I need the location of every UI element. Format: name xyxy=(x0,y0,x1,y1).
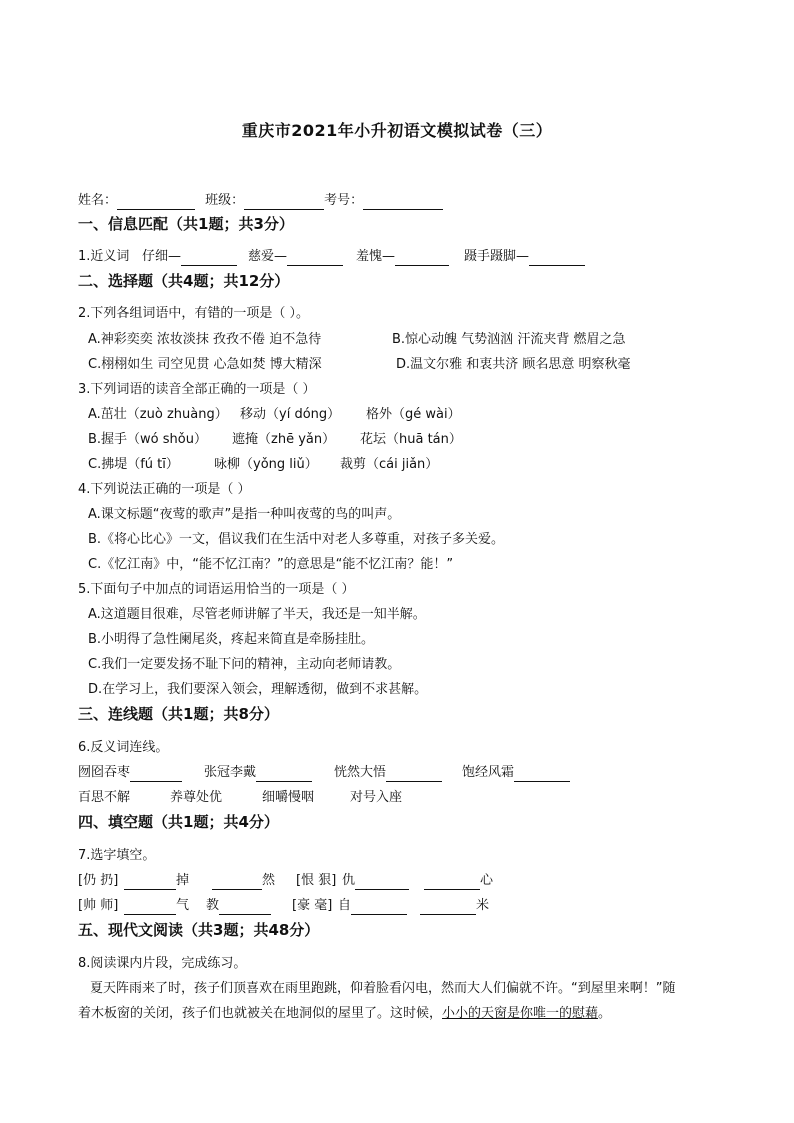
name-label: 姓名： xyxy=(78,193,118,208)
q6-word[interactable]: 百思不解 xyxy=(78,790,131,805)
section-heading-3: 三、连线题（共1题；共8分） xyxy=(78,705,279,723)
q1-item-1: 仔细— xyxy=(142,248,237,266)
q6-word[interactable]: 对号入座 xyxy=(350,790,403,805)
q3-option-b[interactable]: B.握手（wó shǒu） 遮掩（zhē yǎn） 花坛（huā tán） xyxy=(88,432,462,447)
q7-fill: 米 xyxy=(420,897,489,915)
q7-fill: 气 xyxy=(124,897,189,915)
page-title: 重庆市2021年小升初语文模拟试卷（三） xyxy=(241,121,553,140)
q1-item-3: 羞愧— xyxy=(356,248,449,266)
question-6-stem: 6.反义词连线。 xyxy=(78,740,169,755)
q7-blank[interactable] xyxy=(212,875,262,890)
q7-fill: 教 xyxy=(206,897,271,915)
question-2-stem: 2.下列各组词语中，有错的一项是（ ）。 xyxy=(78,306,310,321)
q7-fill: 掉 xyxy=(124,872,189,890)
section-heading-2: 二、选择题（共4题；共12分） xyxy=(78,272,290,290)
q7-blank[interactable] xyxy=(219,900,271,915)
q7-choice-group: [帅 师] xyxy=(78,898,119,913)
q1-item-4: 蹑手蹑脚— xyxy=(464,248,585,266)
q7-blank[interactable] xyxy=(355,875,409,890)
reading-passage-line-2: 着木板窗的关闭，孩子们也就被关在地洞似的屋里了。这时候，小小的天窗是你唯一的慰藉。 xyxy=(78,1006,612,1021)
q6-blank[interactable] xyxy=(514,767,570,782)
q6-blank[interactable] xyxy=(256,767,312,782)
q2-option-b[interactable]: B.惊心动魄 气势汹汹 汗流夹背 燃眉之急 xyxy=(392,332,626,347)
question-4-stem: 4.下列说法正确的一项是（ ） xyxy=(78,482,251,497)
q7-fill: 然 xyxy=(212,872,275,890)
q7-blank[interactable] xyxy=(351,900,407,915)
q7-fill: 仇 xyxy=(342,872,409,890)
q2-option-d[interactable]: D.温文尔雅 和衷共济 顾名思意 明察秋毫 xyxy=(396,357,631,372)
q4-option-c[interactable]: C.《忆江南》中，“能不忆江南？”的意思是“能不忆江南？能！” xyxy=(88,557,454,572)
number-field[interactable] xyxy=(363,195,443,210)
q6-blank[interactable] xyxy=(386,767,442,782)
q3-option-a[interactable]: A.茁壮（zuò zhuàng） 移动（yí dóng） 格外（gé wài） xyxy=(88,407,461,422)
underlined-sentence: 小小的天窗是你唯一的慰藉 xyxy=(442,1006,599,1021)
q1-item-2: 慈爱— xyxy=(248,248,343,266)
q1-blank-3[interactable] xyxy=(395,251,449,266)
question-8-stem: 8.阅读课内片段，完成练习。 xyxy=(78,956,247,971)
q5-option-d[interactable]: D.在学习上，我们要深入领会，理解透彻，做到不求甚解。 xyxy=(88,682,428,697)
q1-blank-4[interactable] xyxy=(529,251,585,266)
q7-blank[interactable] xyxy=(124,875,176,890)
q5-option-a[interactable]: A.这道题目很难，尽管老师讲解了半天，我还是一知半解。 xyxy=(88,607,426,622)
q7-blank[interactable] xyxy=(424,875,480,890)
q6-word: 恍然大悟 xyxy=(334,764,442,782)
q6-word: 囫囵吞枣 xyxy=(78,764,182,782)
section-heading-1: 一、信息匹配（共1题；共3分） xyxy=(78,215,294,233)
student-info-row xyxy=(78,192,443,210)
section-heading-4: 四、填空题（共1题；共4分） xyxy=(78,813,279,831)
q5-option-c[interactable]: C.我们一定要发扬不耻下问的精神，主动向老师请教。 xyxy=(88,657,401,672)
q4-option-b[interactable]: B.《将心比心》一文，倡议我们在生活中对老人多尊重，对孩子多关爱。 xyxy=(88,532,505,547)
question-5-stem: 5.下面句子中加点的词语运用恰当的一项是（ ） xyxy=(78,582,355,597)
class-label: 班级： xyxy=(205,193,245,208)
q6-word[interactable]: 细嚼慢咽 xyxy=(262,790,315,805)
question-1 xyxy=(78,248,530,266)
q6-word: 饱经风霜 xyxy=(462,764,570,782)
reading-passage-line-1: 夏天阵雨来了时，孩子们顶喜欢在雨里跑跳，仰着脸看闪电，然而大人们偏就不许。“到屋里来啊！”随 xyxy=(90,981,676,996)
q2-option-c[interactable]: C.栩栩如生 司空见贯 心急如焚 博大精深 xyxy=(88,357,322,372)
q7-blank[interactable] xyxy=(124,900,176,915)
q7-choice-group: [豪 毫] xyxy=(292,898,333,913)
q7-fill: 自 xyxy=(338,897,407,915)
number-label: 考号： xyxy=(324,193,364,208)
q3-option-c[interactable]: C.拂堤（fú tī） 咏柳（yǒng liǔ） 裁剪（cái jiǎn） xyxy=(88,457,439,472)
q1-blank-1[interactable] xyxy=(181,251,237,266)
name-field[interactable] xyxy=(117,195,195,210)
q7-choice-group: [恨 狠] xyxy=(296,873,337,888)
q7-choice-group: [仍 扔] xyxy=(78,873,119,888)
q2-option-a[interactable]: A.神彩奕奕 浓妆淡抹 孜孜不倦 迫不急待 xyxy=(88,332,322,347)
section-heading-5: 五、现代文阅读（共3题；共48分） xyxy=(78,921,320,939)
q7-blank[interactable] xyxy=(420,900,476,915)
question-1-label: 1.近义词 xyxy=(78,249,130,264)
question-7-stem: 7.选字填空。 xyxy=(78,848,156,863)
q7-fill: 心 xyxy=(424,872,493,890)
q6-word: 张冠李戴 xyxy=(204,764,312,782)
question-3-stem: 3.下列词语的读音全部正确的一项是（ ） xyxy=(78,382,316,397)
class-field[interactable] xyxy=(244,195,324,210)
q4-option-a[interactable]: A.课文标题“夜莺的歌声”是指一种叫夜莺的鸟的叫声。 xyxy=(88,507,401,522)
q5-option-b[interactable]: B.小明得了急性阑尾炎，疼起来简直是牵肠挂肚。 xyxy=(88,632,375,647)
q6-blank[interactable] xyxy=(130,767,182,782)
q6-word[interactable]: 养尊处优 xyxy=(170,790,223,805)
q1-blank-2[interactable] xyxy=(287,251,343,266)
